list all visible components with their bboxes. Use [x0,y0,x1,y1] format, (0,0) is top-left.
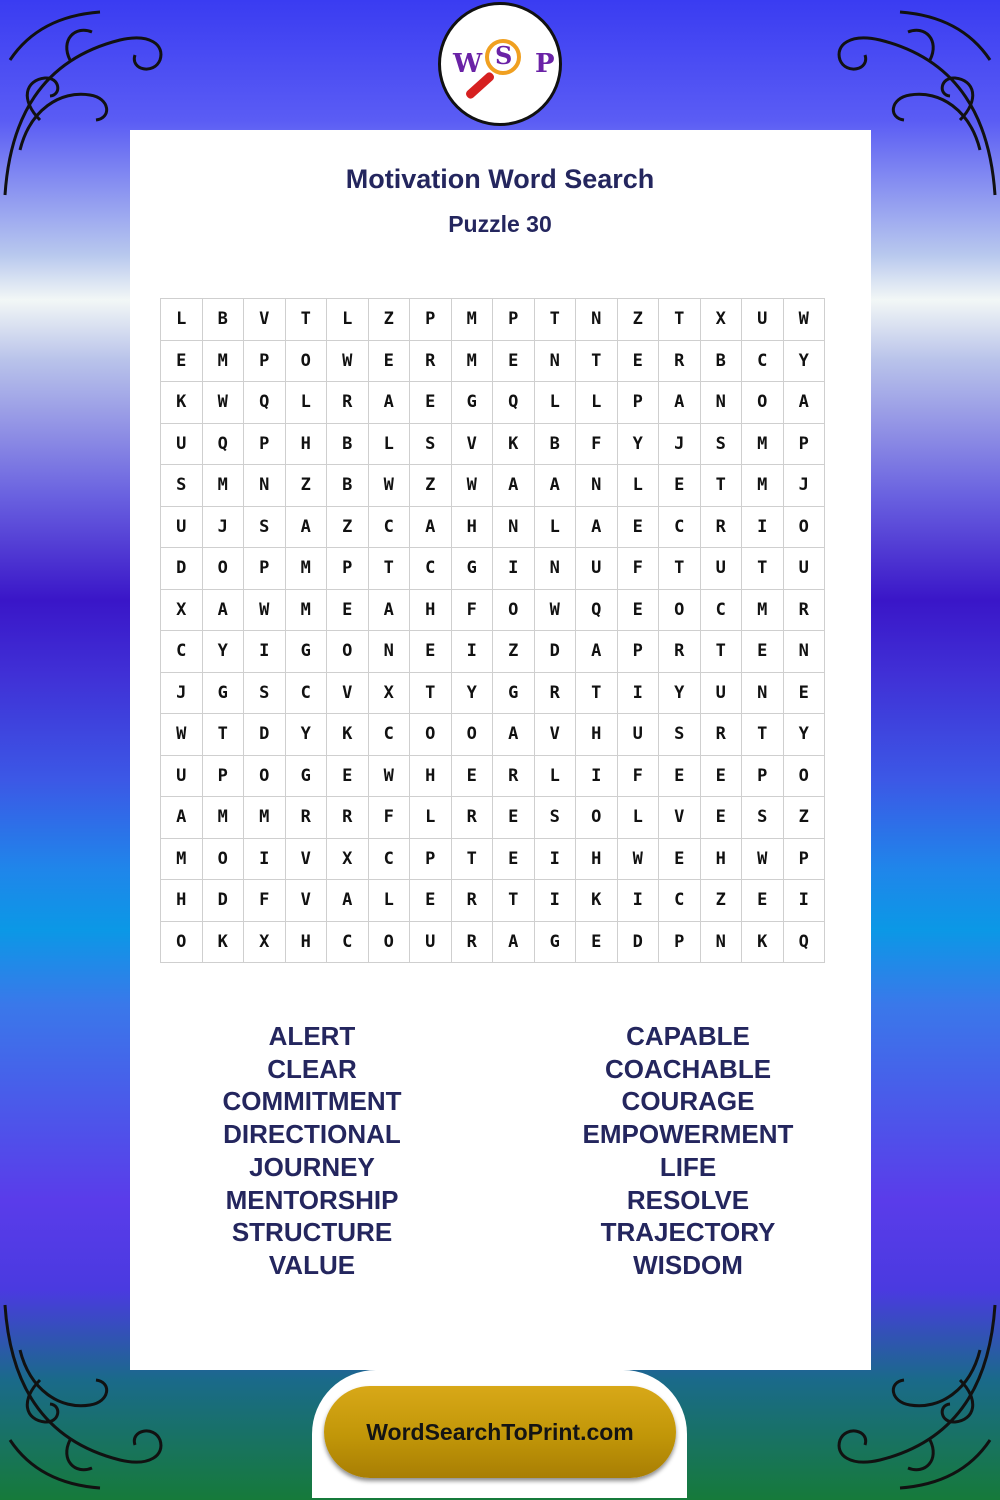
grid-letter-cell[interactable]: X [327,838,369,880]
grid-letter-cell[interactable]: S [534,797,576,839]
grid-letter-cell[interactable]: O [410,714,452,756]
grid-letter-cell[interactable]: E [700,797,742,839]
grid-letter-cell[interactable]: T [576,672,618,714]
grid-letter-cell[interactable]: E [783,672,825,714]
grid-letter-cell[interactable]: Z [617,299,659,341]
grid-letter-cell[interactable]: F [368,797,410,839]
grid-letter-cell[interactable]: P [493,299,535,341]
grid-letter-cell[interactable]: O [659,589,701,631]
grid-letter-cell[interactable]: W [368,755,410,797]
website-link-button[interactable]: WordSearchToPrint.com [324,1386,676,1478]
grid-letter-cell[interactable]: G [285,755,327,797]
grid-letter-cell[interactable]: E [742,880,784,922]
grid-letter-cell[interactable]: A [493,465,535,507]
grid-letter-cell[interactable]: E [327,755,369,797]
grid-letter-cell[interactable]: P [617,631,659,673]
grid-row [161,548,825,590]
grid-letter-cell[interactable]: P [327,548,369,590]
grid-letter-cell[interactable]: S [161,465,203,507]
grid-letter-cell[interactable]: W [161,714,203,756]
grid-letter-cell[interactable]: K [327,714,369,756]
grid-letter-cell[interactable]: Y [202,631,244,673]
grid-letter-cell[interactable]: I [244,631,286,673]
grid-letter-cell[interactable]: B [534,423,576,465]
grid-letter-cell[interactable]: M [244,797,286,839]
grid-letter-cell[interactable]: E [161,340,203,382]
grid-letter-cell[interactable]: A [493,714,535,756]
grid-letter-cell[interactable]: N [700,382,742,424]
grid-letter-cell[interactable]: L [576,382,618,424]
grid-letter-cell[interactable]: F [576,423,618,465]
grid-letter-cell[interactable]: M [202,340,244,382]
letter-grid [160,298,825,963]
word-list-item: EMPOWERMENT [582,1119,794,1150]
grid-row [161,672,825,714]
grid-letter-cell[interactable]: P [244,423,286,465]
grid-letter-cell[interactable]: V [451,423,493,465]
grid-letter-cell[interactable]: L [410,797,452,839]
grid-letter-cell[interactable]: T [742,714,784,756]
grid-letter-cell[interactable]: E [576,921,618,963]
grid-letter-cell[interactable]: L [534,382,576,424]
grid-letter-cell[interactable]: A [327,880,369,922]
grid-letter-cell[interactable]: Q [202,423,244,465]
site-logo[interactable] [438,2,562,126]
grid-letter-cell[interactable]: O [368,921,410,963]
grid-letter-cell[interactable]: M [451,340,493,382]
grid-letter-cell[interactable]: Z [410,465,452,507]
grid-letter-cell[interactable]: I [576,755,618,797]
grid-letter-cell[interactable]: T [410,672,452,714]
grid-letter-cell[interactable]: C [410,548,452,590]
grid-letter-cell[interactable]: E [493,838,535,880]
grid-letter-cell[interactable]: O [244,755,286,797]
grid-letter-cell[interactable]: E [493,340,535,382]
grid-letter-cell[interactable]: U [161,423,203,465]
grid-letter-cell[interactable]: O [202,838,244,880]
grid-letter-cell[interactable]: H [576,838,618,880]
word-list-left [172,1020,452,1282]
grid-letter-cell[interactable]: T [493,880,535,922]
grid-letter-cell[interactable]: A [534,465,576,507]
grid-letter-cell[interactable]: Z [327,506,369,548]
word-list-item: MENTORSHIP [225,1184,399,1215]
grid-letter-cell[interactable]: W [451,465,493,507]
grid-letter-cell[interactable]: S [244,506,286,548]
grid-letter-cell[interactable]: K [742,921,784,963]
grid-letter-cell[interactable]: L [534,755,576,797]
word-list-item: LIFE [659,1151,717,1182]
grid-letter-cell[interactable]: E [410,631,452,673]
grid-letter-cell[interactable]: E [368,340,410,382]
grid-letter-cell[interactable]: V [534,714,576,756]
grid-letter-cell[interactable]: L [617,465,659,507]
grid-letter-cell[interactable]: H [285,921,327,963]
grid-letter-cell[interactable]: J [783,465,825,507]
grid-letter-cell[interactable]: A [576,506,618,548]
grid-letter-cell[interactable]: X [244,921,286,963]
grid-letter-cell[interactable]: Q [576,589,618,631]
grid-letter-cell[interactable]: D [617,921,659,963]
grid-row [161,755,825,797]
grid-letter-cell[interactable]: A [783,382,825,424]
grid-letter-cell[interactable]: C [659,880,701,922]
grid-letter-cell[interactable]: R [783,589,825,631]
word-list-item: CLEAR [267,1053,357,1084]
grid-letter-cell[interactable]: L [285,382,327,424]
grid-letter-cell[interactable]: Z [368,299,410,341]
grid-letter-cell[interactable]: C [368,506,410,548]
grid-letter-cell[interactable]: V [285,880,327,922]
grid-row [161,838,825,880]
grid-letter-cell[interactable]: K [202,921,244,963]
grid-letter-cell[interactable]: G [493,672,535,714]
grid-letter-cell[interactable]: D [244,714,286,756]
grid-letter-cell[interactable]: N [742,672,784,714]
grid-letter-cell[interactable]: L [368,880,410,922]
grid-letter-cell[interactable]: I [783,880,825,922]
grid-letter-cell[interactable]: R [327,382,369,424]
grid-letter-cell[interactable]: F [617,755,659,797]
grid-letter-cell[interactable]: T [576,340,618,382]
grid-letter-cell[interactable]: R [410,340,452,382]
grid-letter-cell[interactable]: O [783,506,825,548]
grid-letter-cell[interactable]: Z [783,797,825,839]
grid-letter-cell[interactable]: X [161,589,203,631]
grid-letter-cell[interactable]: O [783,755,825,797]
grid-letter-cell[interactable]: V [244,299,286,341]
grid-letter-cell[interactable]: Q [493,382,535,424]
grid-letter-cell[interactable]: Y [783,340,825,382]
word-list-item: DIRECTIONAL [223,1119,401,1150]
grid-letter-cell[interactable]: S [700,423,742,465]
grid-letter-cell[interactable]: T [451,838,493,880]
grid-letter-cell[interactable]: R [659,631,701,673]
grid-letter-cell[interactable]: A [576,631,618,673]
grid-row [161,880,825,922]
grid-letter-cell[interactable]: Z [493,631,535,673]
grid-letter-cell[interactable]: O [202,548,244,590]
grid-letter-cell[interactable]: N [244,465,286,507]
grid-letter-cell[interactable]: N [534,548,576,590]
grid-letter-cell[interactable]: E [700,755,742,797]
grid-letter-cell[interactable]: O [161,921,203,963]
grid-row [161,797,825,839]
grid-letter-cell[interactable]: W [617,838,659,880]
grid-letter-cell[interactable]: E [410,880,452,922]
grid-letter-cell[interactable]: H [410,589,452,631]
grid-letter-cell[interactable]: O [493,589,535,631]
grid-letter-cell[interactable]: V [327,672,369,714]
grid-letter-cell[interactable]: T [700,465,742,507]
grid-letter-cell[interactable]: C [368,714,410,756]
grid-letter-cell[interactable]: P [659,921,701,963]
grid-letter-cell[interactable]: U [617,714,659,756]
grid-letter-cell[interactable]: A [493,921,535,963]
grid-letter-cell[interactable]: T [700,631,742,673]
grid-letter-cell[interactable]: A [410,506,452,548]
grid-letter-cell[interactable]: W [368,465,410,507]
grid-letter-cell[interactable]: I [534,838,576,880]
grid-letter-cell[interactable]: R [493,755,535,797]
grid-letter-cell[interactable]: H [285,423,327,465]
grid-letter-cell[interactable]: G [451,382,493,424]
grid-letter-cell[interactable]: P [617,382,659,424]
grid-letter-cell[interactable]: F [617,548,659,590]
grid-letter-cell[interactable]: U [576,548,618,590]
grid-letter-cell[interactable]: A [368,589,410,631]
grid-letter-cell[interactable]: C [659,506,701,548]
grid-letter-cell[interactable]: W [783,299,825,341]
grid-letter-cell[interactable]: W [244,589,286,631]
grid-letter-cell[interactable]: Y [659,672,701,714]
grid-letter-cell[interactable]: B [700,340,742,382]
grid-letter-cell[interactable]: P [244,548,286,590]
grid-letter-cell[interactable]: H [410,755,452,797]
grid-letter-cell[interactable]: C [368,838,410,880]
grid-letter-cell[interactable]: P [410,838,452,880]
grid-letter-cell[interactable]: E [659,755,701,797]
grid-letter-cell[interactable]: M [202,465,244,507]
grid-letter-cell[interactable]: L [368,423,410,465]
grid-letter-cell[interactable]: J [202,506,244,548]
grid-row [161,921,825,963]
grid-letter-cell[interactable]: A [368,382,410,424]
grid-row [161,714,825,756]
grid-letter-cell[interactable]: S [410,423,452,465]
grid-letter-cell[interactable]: P [244,340,286,382]
grid-letter-cell[interactable]: G [285,631,327,673]
grid-row [161,340,825,382]
grid-row [161,465,825,507]
grid-letter-cell[interactable]: K [493,423,535,465]
grid-letter-cell[interactable]: B [327,423,369,465]
word-list-item: COMMITMENT [222,1086,402,1117]
grid-letter-cell[interactable]: I [617,672,659,714]
grid-letter-cell[interactable]: P [742,755,784,797]
word-list-item: CAPABLE [626,1021,750,1051]
grid-letter-cell[interactable]: E [742,631,784,673]
grid-letter-cell[interactable]: S [742,797,784,839]
grid-letter-cell[interactable]: Y [783,714,825,756]
grid-letter-cell[interactable]: A [202,589,244,631]
grid-letter-cell[interactable]: T [285,299,327,341]
grid-letter-cell[interactable]: H [161,880,203,922]
grid-letter-cell[interactable]: N [576,465,618,507]
grid-letter-cell[interactable]: R [327,797,369,839]
grid-letter-cell[interactable]: N [534,340,576,382]
grid-letter-cell[interactable]: O [742,382,784,424]
word-list-item: RESOLVE [626,1184,750,1215]
grid-letter-cell[interactable]: I [451,631,493,673]
grid-letter-cell[interactable]: T [534,299,576,341]
grid-letter-cell[interactable]: R [451,880,493,922]
grid-letter-cell[interactable]: H [700,838,742,880]
grid-letter-cell[interactable]: E [659,465,701,507]
logo-letter-p: P [535,49,555,79]
grid-letter-cell[interactable]: Y [451,672,493,714]
grid-letter-cell[interactable]: M [742,423,784,465]
grid-letter-cell[interactable]: T [659,548,701,590]
grid-letter-cell[interactable]: R [659,340,701,382]
grid-letter-cell[interactable]: H [451,506,493,548]
grid-row [161,423,825,465]
grid-letter-cell[interactable]: J [161,672,203,714]
word-list-right [548,1020,828,1282]
grid-letter-cell[interactable]: K [576,880,618,922]
grid-letter-cell[interactable]: M [161,838,203,880]
grid-letter-cell[interactable]: E [493,797,535,839]
grid-letter-cell[interactable]: L [161,299,203,341]
grid-letter-cell[interactable]: S [244,672,286,714]
grid-letter-cell[interactable]: Y [285,714,327,756]
grid-letter-cell[interactable]: E [617,506,659,548]
grid-letter-cell[interactable]: N [576,299,618,341]
grid-letter-cell[interactable]: X [700,299,742,341]
grid-letter-cell[interactable]: M [451,299,493,341]
grid-letter-cell[interactable]: O [285,340,327,382]
grid-letter-cell[interactable]: W [534,589,576,631]
word-list-item: STRUCTURE [231,1217,393,1248]
grid-letter-cell[interactable]: R [700,714,742,756]
grid-letter-cell[interactable]: L [327,299,369,341]
grid-letter-cell[interactable]: J [659,423,701,465]
grid-letter-cell[interactable]: L [534,506,576,548]
grid-letter-cell[interactable]: M [285,589,327,631]
word-list-item: COACHABLE [604,1053,772,1084]
grid-letter-cell[interactable]: G [534,921,576,963]
grid-letter-cell[interactable]: R [700,506,742,548]
grid-letter-cell[interactable]: V [285,838,327,880]
grid-letter-cell[interactable]: V [659,797,701,839]
grid-letter-cell[interactable]: O [576,797,618,839]
grid-letter-cell[interactable]: M [742,589,784,631]
grid-letter-cell[interactable]: C [161,631,203,673]
grid-letter-cell[interactable]: B [202,299,244,341]
puzzle-number: Puzzle 30 [448,211,552,237]
grid-letter-cell[interactable]: G [451,548,493,590]
grid-letter-cell[interactable]: Q [244,382,286,424]
grid-letter-cell[interactable]: E [327,589,369,631]
grid-letter-cell[interactable]: P [783,423,825,465]
grid-letter-cell[interactable]: A [659,382,701,424]
grid-letter-cell[interactable]: O [451,714,493,756]
grid-row [161,299,825,341]
grid-letter-cell[interactable]: M [285,548,327,590]
grid-letter-cell[interactable]: N [700,921,742,963]
grid-letter-cell[interactable]: R [285,797,327,839]
grid-letter-cell[interactable]: W [202,382,244,424]
grid-letter-cell[interactable]: K [161,382,203,424]
grid-letter-cell[interactable]: D [534,631,576,673]
grid-letter-cell[interactable]: P [202,755,244,797]
grid-letter-cell[interactable]: N [368,631,410,673]
grid-letter-cell[interactable]: R [451,921,493,963]
grid-letter-cell[interactable]: U [161,506,203,548]
word-list-item: COURAGE [621,1086,755,1117]
grid-letter-cell[interactable]: U [700,672,742,714]
grid-row [161,589,825,631]
grid-letter-cell[interactable]: I [742,506,784,548]
grid-letter-cell[interactable]: G [202,672,244,714]
word-list-item: TRAJECTORY [600,1217,776,1248]
grid-letter-cell[interactable]: A [161,797,203,839]
grid-letter-cell[interactable]: R [451,797,493,839]
grid-letter-cell[interactable]: T [368,548,410,590]
page-title: Motivation Word Search [345,164,655,194]
grid-letter-cell[interactable]: D [161,548,203,590]
grid-letter-cell[interactable]: T [742,548,784,590]
grid-letter-cell[interactable]: I [244,838,286,880]
grid-letter-cell[interactable]: A [285,506,327,548]
logo-letter-s: S [495,41,513,70]
grid-letter-cell[interactable]: E [617,340,659,382]
grid-letter-cell[interactable]: I [534,880,576,922]
grid-letter-cell[interactable]: E [659,838,701,880]
word-list-item: VALUE [268,1249,356,1280]
grid-letter-cell[interactable]: E [451,755,493,797]
grid-letter-cell[interactable]: S [659,714,701,756]
grid-letter-cell[interactable]: H [576,714,618,756]
grid-letter-cell[interactable]: Y [617,423,659,465]
grid-letter-cell[interactable]: Z [285,465,327,507]
grid-letter-cell[interactable]: U [742,299,784,341]
grid-letter-cell[interactable]: C [742,340,784,382]
grid-letter-cell[interactable]: F [451,589,493,631]
grid-letter-cell[interactable]: N [493,506,535,548]
word-list-item: JOURNEY [249,1151,375,1182]
grid-letter-cell[interactable]: E [410,382,452,424]
grid-letter-cell[interactable]: M [742,465,784,507]
grid-letter-cell[interactable]: B [327,465,369,507]
grid-letter-cell[interactable]: F [244,880,286,922]
word-list-item: WISDOM [633,1249,743,1280]
grid-letter-cell[interactable]: C [285,672,327,714]
grid-letter-cell[interactable]: U [161,755,203,797]
grid-letter-cell[interactable]: O [327,631,369,673]
grid-letter-cell[interactable]: M [202,797,244,839]
word-list-item: ALERT [268,1021,356,1051]
grid-letter-cell[interactable]: U [783,548,825,590]
grid-letter-cell[interactable]: N [783,631,825,673]
grid-letter-cell[interactable]: U [410,921,452,963]
grid-letter-cell[interactable]: C [700,589,742,631]
grid-letter-cell[interactable]: T [202,714,244,756]
grid-letter-cell[interactable]: X [368,672,410,714]
grid-letter-cell[interactable]: P [410,299,452,341]
grid-letter-cell[interactable]: U [700,548,742,590]
grid-letter-cell[interactable]: W [327,340,369,382]
grid-letter-cell[interactable]: T [659,299,701,341]
grid-letter-cell[interactable]: C [327,921,369,963]
grid-letter-cell[interactable]: I [493,548,535,590]
grid-letter-cell[interactable]: L [617,797,659,839]
grid-letter-cell[interactable]: P [783,838,825,880]
grid-letter-cell[interactable]: Q [783,921,825,963]
grid-letter-cell[interactable]: D [202,880,244,922]
grid-row [161,506,825,548]
grid-letter-cell[interactable]: E [617,589,659,631]
grid-letter-cell[interactable]: R [534,672,576,714]
grid-letter-cell[interactable]: W [742,838,784,880]
grid-row [161,382,825,424]
grid-letter-cell[interactable]: Z [700,880,742,922]
grid-letter-cell[interactable]: I [617,880,659,922]
logo-letter-w: W [453,49,483,79]
grid-row [161,631,825,673]
